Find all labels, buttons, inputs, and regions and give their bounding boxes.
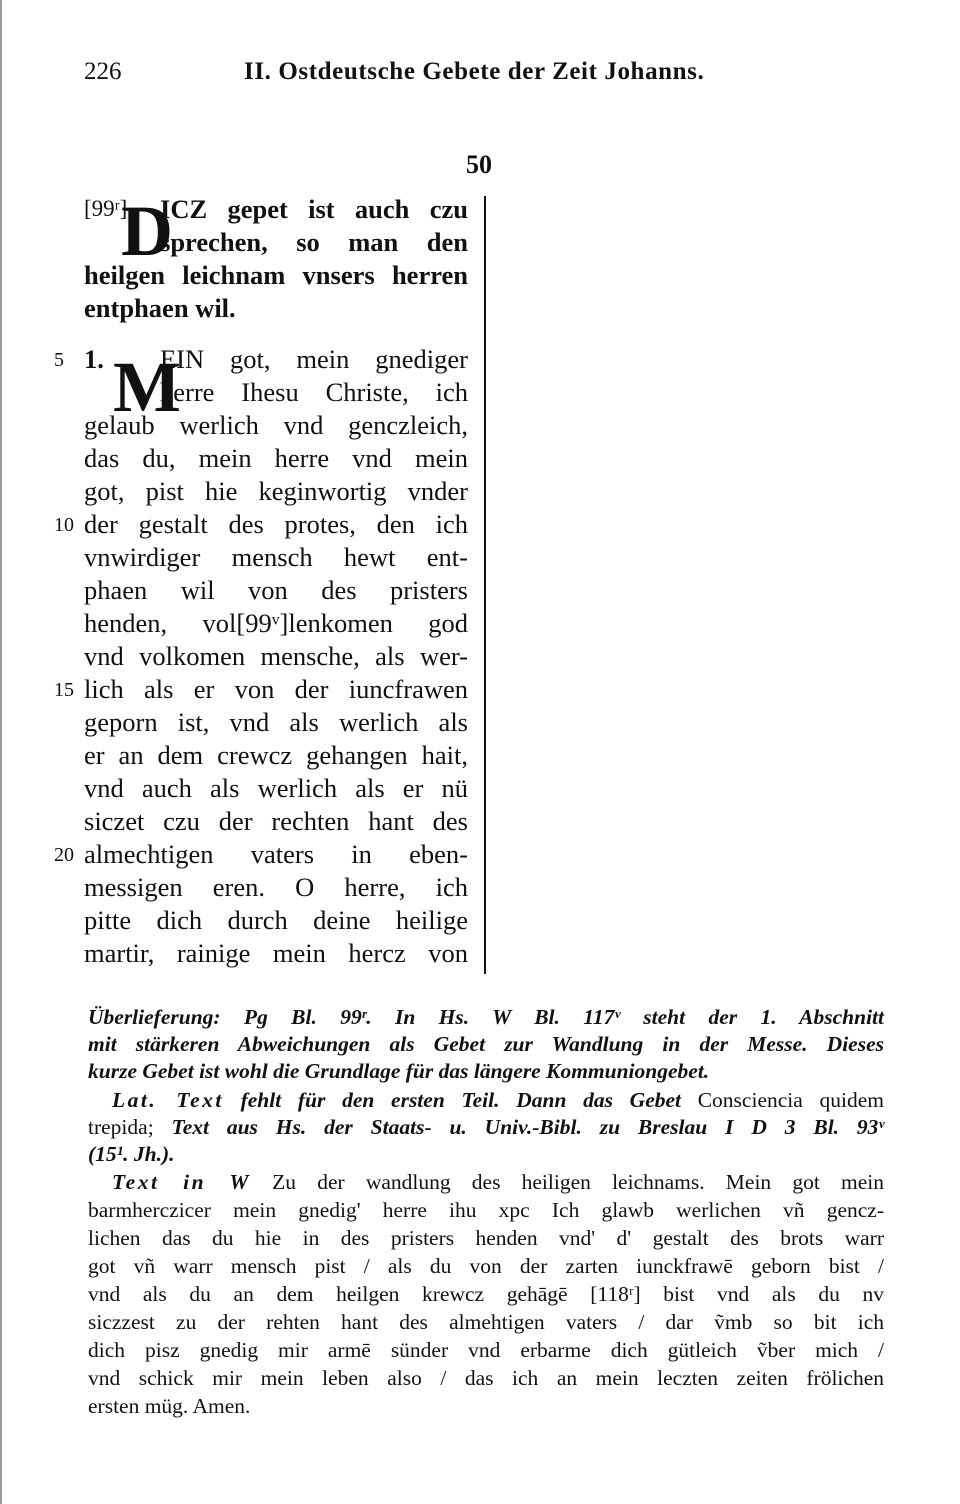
folio-siglum: [99ʳ] — [84, 196, 128, 221]
apparatus-line: kurze Gebet ist wohl die Grundlage für das längere Kommuniongebet. — [88, 1059, 710, 1083]
page-header — [84, 58, 884, 98]
text-line: got, pist hie keginwortig vnder — [84, 476, 468, 506]
text-line: der gestalt des protes, den ich — [84, 509, 468, 539]
apparatus-line: siczzest zu der rehten hant des almehtigen vaters / dar ṽmb so bit ich — [88, 1310, 884, 1334]
text-line: herre Ihesu Christe, ich — [160, 377, 468, 407]
apparatus-line — [88, 1087, 884, 1114]
text-line: vnd auch als werlich als er nü — [84, 773, 468, 803]
text-line: martir, rainige mein hercz von — [84, 938, 468, 968]
apparatus-line: Überlieferung: Pg Bl. 99ʳ. In Hs. W Bl. 117ᵛ steht der 1. Abschnitt — [88, 1005, 884, 1029]
line-number: 10 — [54, 514, 74, 536]
apparatus-line: got vñ warr mensch pist / als du von der zarten iunckfrawē geborn bist / — [88, 1254, 884, 1278]
apparatus-label: Text in W — [112, 1170, 251, 1194]
page-edge — [0, 0, 2, 1504]
apparatus-label: Lat. Text — [112, 1088, 224, 1112]
apparatus-line: barmherczicer mein gnedig' herre ihu xpc Ich glawb werlichen vñ gencz- — [88, 1198, 884, 1222]
text-line: vnwirdiger mensch hewt ent- — [84, 542, 468, 572]
text-line: gelaub werlich vnd genczleich, — [84, 410, 468, 440]
text-line: vnd volkomen mensche, als wer- — [84, 641, 468, 671]
apparatus-line: (15¹. Jh.). — [88, 1142, 175, 1166]
text-line: entphaen wil. — [84, 293, 236, 323]
text-line: ICZ gepet ist auch czu — [160, 194, 468, 224]
apparatus-text: Consciencia quidem — [697, 1088, 884, 1112]
text-line: henden, vol[99ᵛ]lenkomen god — [84, 608, 468, 638]
text-line: heilgen leichnam vnsers herren — [84, 260, 468, 290]
column-rule — [484, 196, 486, 974]
apparatus-line: vnd als du an dem heilgen krewcz gehāgē [118ʳ] bist vnd als du nv — [88, 1282, 884, 1306]
text-line: messigen eren. O herre, ich — [84, 872, 468, 902]
text-line: pitte dich durch deine heilige — [84, 905, 468, 935]
apparatus-line — [88, 1114, 884, 1141]
text-line: das du, mein herre vnd mein — [84, 443, 468, 473]
line-number: 20 — [54, 844, 74, 866]
apparatus-text: Text aus Hs. der Staats- u. Univ.-Bibl. zu Breslau I D 3 Bl. 93ᵛ — [171, 1115, 884, 1139]
text-line: phaen wil von des pristers — [84, 575, 468, 605]
section-number: 50 — [466, 150, 492, 179]
line-number: 15 — [54, 679, 74, 701]
text-line: sprechen, so man den — [160, 227, 468, 257]
apparatus-line: dich pisz gnedig mir armē sünder vnd erbarme dich gütleich ṽber mich / — [88, 1338, 884, 1362]
apparatus-text: trepida; — [88, 1115, 154, 1139]
paragraph-number: 1. — [84, 344, 104, 374]
apparatus-line: ersten müg. Amen. — [88, 1394, 251, 1418]
page-number: 226 — [84, 58, 122, 85]
text-line: almechtigen vaters in eben- — [84, 839, 468, 869]
apparatus-line: mit stärkeren Abweichungen als Gebet zur Wandlung in der Messe. Dieses — [88, 1032, 884, 1056]
text-line: er an dem crewcz gehangen hait, — [84, 740, 468, 770]
text-line: lich als er von der iuncfrawen — [84, 674, 468, 704]
apparatus-text: fehlt für den ersten Teil. Dann das Gebet — [240, 1088, 682, 1112]
apparatus-line: vnd schick mir mein leben also / das ich an mein leczten zeiten frölichen — [88, 1366, 884, 1390]
apparatus-line: lichen das du hie in des pristers henden vnd' d' gestalt des brots warr — [88, 1226, 884, 1250]
text-line: geporn ist, vnd als werlich als — [84, 707, 468, 737]
apparatus-text: Zu der wandlung des heiligen leichnams. Mein got mein — [272, 1170, 885, 1194]
apparatus-line — [88, 1169, 884, 1196]
running-head: II. Ostdeutsche Gebete der Zeit Johanns. — [244, 58, 705, 85]
text-line: EIN got, mein gnediger — [160, 344, 468, 374]
drop-cap-m: M — [113, 347, 181, 427]
drop-cap-d: D — [121, 191, 173, 271]
text-line: siczet czu der rechten hant des — [84, 806, 468, 836]
line-number: 5 — [54, 349, 64, 371]
